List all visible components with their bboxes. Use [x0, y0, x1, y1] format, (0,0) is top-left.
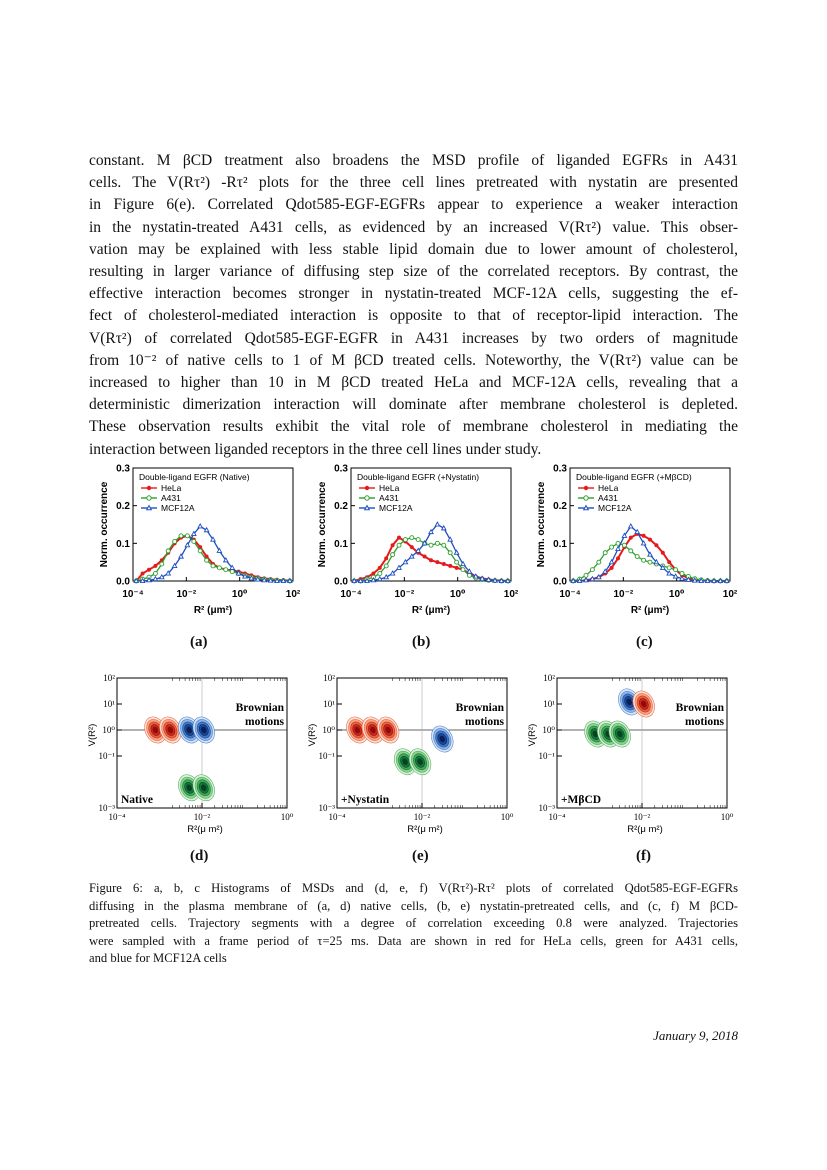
y-tick-label: 0.0 — [116, 576, 130, 588]
data-point-HeLa — [391, 543, 395, 547]
y-tick-label: 10¹ — [323, 699, 335, 709]
histogram-native — [95, 460, 305, 630]
data-point-HeLa — [397, 536, 401, 540]
panel-label-c: (c) — [636, 634, 653, 650]
paragraph-line: from 10⁻² of native cells to 1 of M βCD treated cells. Noteworthy, the V(Rτ²) value can be — [89, 351, 738, 369]
x-tick-label: 10² — [722, 589, 738, 600]
data-point-A431 — [429, 543, 433, 547]
x-tick-label: 10⁻² — [633, 812, 651, 822]
x-tick-label: 10⁻⁴ — [122, 589, 144, 600]
data-point-A431 — [622, 543, 626, 547]
y-tick-label: 10⁰ — [322, 725, 335, 735]
y-tick-label: 10⁻³ — [98, 803, 115, 813]
data-point-HeLa — [642, 534, 646, 538]
legend-marker-HeLa — [584, 486, 588, 490]
y-tick-label: 10⁻³ — [538, 803, 555, 813]
x-tick-label: 10⁻⁴ — [108, 812, 126, 822]
data-point-A431 — [629, 549, 633, 553]
data-point-HeLa — [435, 560, 439, 564]
data-point-A431 — [442, 543, 446, 547]
data-point-HeLa — [661, 551, 665, 555]
plot-frame — [351, 468, 511, 581]
paragraph-line: in Figure 6(e). Correlated Qdot585-EGF-EGFRs appear to experience a weaker interaction — [89, 196, 738, 214]
data-point-HeLa — [153, 564, 157, 568]
y-tick-label: 10² — [543, 673, 555, 683]
data-point-A431 — [410, 536, 414, 540]
chart-title: Double-ligand EGFR (+Nystatin) — [357, 472, 480, 482]
data-point-A431 — [416, 538, 420, 542]
y-tick-label: 10¹ — [103, 699, 115, 709]
caption-line: Figure 6: a, b, c Histograms of MSDs and (d, e, f) V(Rτ²)-Rτ² plots of correlated Qdot585-EGF-EGFRs — [89, 881, 738, 895]
data-point-A431 — [435, 541, 439, 545]
data-point-MCF12A — [198, 524, 202, 528]
series-line-A431 — [136, 536, 290, 581]
y-axis-label: V(R²) — [87, 723, 98, 747]
data-point-A431 — [224, 568, 228, 572]
x-tick-label: 10⁻⁴ — [340, 589, 362, 600]
y-tick-label: 10⁰ — [102, 725, 115, 735]
data-point-A431 — [667, 566, 671, 570]
data-point-A431 — [403, 538, 407, 542]
x-tick-label: 10⁰ — [720, 812, 734, 822]
y-axis-label: Norm. occurrence — [536, 481, 547, 568]
data-point-A431 — [378, 571, 382, 575]
y-tick-label: 10⁻¹ — [318, 751, 335, 761]
data-point-HeLa — [648, 538, 652, 542]
histogram-mbcd — [532, 460, 742, 630]
caption-line: pretreated cells. Trajectory segments with a degree of correlation exceeding 0.8 were analyzed. Trajectories — [89, 916, 738, 931]
data-point-A431 — [153, 571, 157, 575]
x-axis-label: R² (μm²) — [411, 605, 451, 616]
x-tick-label: 10⁻² — [413, 812, 431, 822]
data-point-A431 — [448, 551, 452, 555]
paragraph-line: resulting in larger variance of diffusing step size of the correlated receptors. By contrast, the — [89, 263, 738, 281]
x-tick-label: 10⁻⁴ — [559, 589, 581, 600]
legend-label-HeLa: HeLa — [598, 483, 619, 493]
body-paragraph — [89, 150, 738, 461]
data-point-HeLa — [423, 555, 427, 559]
y-tick-label: 0.3 — [116, 463, 130, 475]
y-tick-label: 0.2 — [553, 501, 567, 513]
paragraph-line: V(Rτ²) of correlated Qdot585-EGF-EGFR in A431 increases by two orders of magnitude — [89, 329, 738, 347]
data-point-MCF12A — [435, 522, 439, 526]
series-line-MCF12A — [136, 526, 290, 581]
data-point-MCF12A — [160, 575, 164, 579]
paragraph-line: These observation results exhibit the vital role of membrane cholesterol in mediating the — [89, 418, 738, 436]
x-axis-label: R² (μm²) — [193, 605, 233, 616]
x-tick-label: 10² — [285, 589, 301, 600]
annotation-condition: +Nystatin — [341, 794, 390, 806]
y-tick-label: 10⁻¹ — [98, 751, 115, 761]
y-axis-label: V(R²) — [527, 723, 538, 747]
y-axis-label: Norm. occurrence — [317, 481, 328, 568]
data-point-A431 — [198, 549, 202, 553]
data-point-A431 — [205, 558, 209, 562]
data-point-A431 — [590, 568, 594, 572]
data-point-A431 — [384, 564, 388, 568]
y-tick-label: 0.3 — [334, 463, 348, 475]
chart-title: Double-ligand EGFR (Native) — [139, 472, 250, 482]
data-point-A431 — [230, 570, 234, 574]
data-point-MCF12A — [153, 577, 157, 581]
data-point-HeLa — [141, 571, 145, 575]
y-tick-label: 0.1 — [116, 538, 130, 550]
legend-marker-A431 — [365, 496, 369, 500]
caption-line: were sampled with a frame period of τ=25 ms. Data are shown in red for HeLa cells, green for A431 cells, — [89, 933, 738, 948]
annotation-condition: Native — [121, 794, 153, 806]
legend-label-A431: A431 — [379, 493, 399, 503]
data-point-A431 — [185, 534, 189, 538]
series-line-HeLa — [136, 536, 290, 581]
y-tick-label: 0.2 — [334, 501, 348, 513]
y-tick-label: 0.1 — [334, 538, 348, 550]
x-tick-label: 10⁻⁴ — [328, 812, 346, 822]
data-point-A431 — [610, 545, 614, 549]
y-tick-label: 0.0 — [334, 576, 348, 588]
y-tick-label: 0.0 — [553, 576, 567, 588]
annotation-motions: motions — [245, 716, 284, 728]
x-axis-label: R² (μm²) — [630, 605, 670, 616]
data-point-A431 — [455, 560, 459, 564]
paragraph-line: cells. The V(Rτ²) -Rτ² plots for the three cell lines pretreated with nystatin are presented — [89, 174, 738, 192]
legend-label-A431: A431 — [161, 493, 181, 503]
legend-marker-MCF12A — [584, 506, 589, 510]
data-point-MCF12A — [384, 575, 388, 579]
legend-label-MCF12A: MCF12A — [161, 503, 195, 513]
page-date: January 9, 2018 — [653, 1028, 738, 1043]
annotation-brownian: Brownian — [455, 702, 504, 714]
histogram-nystatin — [313, 460, 523, 630]
data-point-A431 — [461, 568, 465, 572]
caption-line: and blue for MCF12A cells — [89, 951, 227, 966]
x-tick-label: 10² — [503, 589, 519, 600]
x-tick-label: 10⁰ — [280, 812, 294, 822]
legend-label-A431: A431 — [598, 493, 618, 503]
annotation-motions: motions — [685, 716, 724, 728]
legend-marker-A431 — [584, 496, 588, 500]
annotation-motions: motions — [465, 716, 504, 728]
data-point-A431 — [173, 539, 177, 543]
paragraph-line: fect of cholesterol-mediated interaction is opposite to that of receptor-lipid interaction. The — [89, 307, 738, 325]
data-point-MCF12A — [204, 528, 208, 532]
legend-marker-HeLa — [147, 486, 151, 490]
x-tick-label: 10⁻² — [176, 589, 197, 600]
x-axis-label: R²(μ m²) — [627, 824, 663, 835]
data-point-HeLa — [147, 568, 151, 572]
data-point-A431 — [391, 553, 395, 557]
x-tick-label: 10⁻² — [613, 589, 634, 600]
panel-label-a: (a) — [190, 634, 208, 650]
legend-marker-HeLa — [365, 486, 369, 490]
data-point-HeLa — [654, 543, 658, 547]
contour-native — [85, 672, 305, 842]
paragraph-line: effective interaction becomes stronger in nystatin-treated MCF-12A cells, suggesting the ef- — [89, 285, 738, 303]
data-point-A431 — [179, 534, 183, 538]
data-point-HeLa — [629, 536, 633, 540]
x-tick-label: 10⁻² — [193, 812, 211, 822]
data-point-A431 — [603, 551, 607, 555]
legend-label-HeLa: HeLa — [161, 483, 182, 493]
contour-mbcd — [525, 672, 745, 842]
data-point-MCF12A — [629, 524, 633, 528]
data-point-A431 — [397, 543, 401, 547]
legend-marker-A431 — [147, 496, 151, 500]
data-point-HeLa — [616, 556, 620, 560]
paragraph-line: interaction between liganded receptors in the three cell lines under study. — [89, 440, 542, 458]
y-axis-label: V(R²) — [307, 723, 318, 747]
data-point-A431 — [467, 573, 471, 577]
data-point-HeLa — [610, 566, 614, 570]
data-point-HeLa — [667, 560, 671, 564]
panel-label-b: (b) — [412, 634, 431, 650]
data-point-A431 — [648, 560, 652, 564]
panel-label-f: (f) — [636, 848, 651, 864]
x-tick-label: 10⁻² — [394, 589, 415, 600]
annotation-condition: +MβCD — [561, 794, 602, 806]
data-point-MCF12A — [442, 526, 446, 530]
data-point-A431 — [680, 571, 684, 575]
legend-label-MCF12A: MCF12A — [598, 503, 632, 513]
contour-nystatin — [305, 672, 525, 842]
x-axis-label: R²(μ m²) — [407, 824, 443, 835]
y-tick-label: 10¹ — [543, 699, 555, 709]
legend-label-HeLa: HeLa — [379, 483, 400, 493]
data-point-HeLa — [429, 558, 433, 562]
x-tick-label: 10⁰ — [231, 589, 248, 600]
paragraph-line: deterministic dimerization interaction will dominate after membrane cholesterol is depleted. — [89, 396, 738, 414]
x-axis-label: R²(μ m²) — [187, 824, 223, 835]
data-point-MCF12A — [673, 574, 677, 578]
annotation-brownian: Brownian — [235, 702, 284, 714]
data-point-HeLa — [384, 556, 388, 560]
paragraph-line: constant. M βCD treatment also broadens the MSD profile of liganded EGFRs in A431 — [89, 152, 738, 169]
chart-title: Double-ligand EGFR (+MβCD) — [576, 472, 692, 482]
x-tick-label: 10⁰ — [449, 589, 466, 600]
data-point-HeLa — [448, 564, 452, 568]
paragraph-line: vation may be explained with less stable lipid domain due to lower amount of cholesterol, — [89, 240, 738, 258]
legend-marker-MCF12A — [147, 506, 152, 510]
x-tick-label: 10⁰ — [668, 589, 685, 600]
paragraph-line: in the nystatin-treated A431 cells, as evidenced by an increased V(Rτ²) value. This obser- — [89, 218, 738, 236]
annotation-brownian: Brownian — [675, 702, 724, 714]
data-point-HeLa — [378, 566, 382, 570]
data-point-A431 — [674, 568, 678, 572]
y-tick-label: 0.3 — [553, 463, 567, 475]
y-axis-label: Norm. occurrence — [99, 481, 110, 568]
x-tick-label: 10⁰ — [500, 812, 514, 822]
paragraph-line: increased to higher than 10 in M βCD treated HeLa and MCF-12A cells, revealing that a — [89, 374, 738, 392]
figure-caption — [89, 880, 738, 968]
y-tick-label: 10⁻³ — [318, 803, 335, 813]
y-tick-label: 0.2 — [116, 501, 130, 513]
data-point-MCF12A — [590, 577, 594, 581]
data-point-A431 — [597, 560, 601, 564]
legend-label-MCF12A: MCF12A — [379, 503, 413, 513]
data-point-A431 — [635, 555, 639, 559]
data-point-HeLa — [442, 562, 446, 566]
caption-line: diffusing in the plasma membrane of (a, d) native cells, (b, e) nystatin-pretreated cells, and (c, f) M βCD- — [89, 898, 738, 913]
y-tick-label: 0.1 — [553, 538, 567, 550]
y-tick-label: 10² — [323, 673, 335, 683]
data-point-HeLa — [455, 566, 459, 570]
data-point-MCF12A — [584, 578, 588, 582]
data-point-HeLa — [410, 545, 414, 549]
data-point-A431 — [192, 539, 196, 543]
data-point-A431 — [217, 566, 221, 570]
data-point-MCF12A — [378, 577, 382, 581]
data-point-A431 — [166, 549, 170, 553]
panel-label-d: (d) — [190, 848, 209, 864]
data-point-A431 — [584, 573, 588, 577]
data-point-MCF12A — [486, 577, 490, 581]
data-point-A431 — [642, 558, 646, 562]
y-tick-label: 10² — [103, 673, 115, 683]
data-point-A431 — [160, 562, 164, 566]
y-tick-label: 10⁰ — [542, 725, 555, 735]
y-tick-label: 10⁻¹ — [538, 751, 555, 761]
x-tick-label: 10⁻⁴ — [548, 812, 566, 822]
data-point-A431 — [211, 564, 215, 568]
legend-marker-MCF12A — [365, 506, 370, 510]
panel-label-e: (e) — [412, 848, 429, 864]
